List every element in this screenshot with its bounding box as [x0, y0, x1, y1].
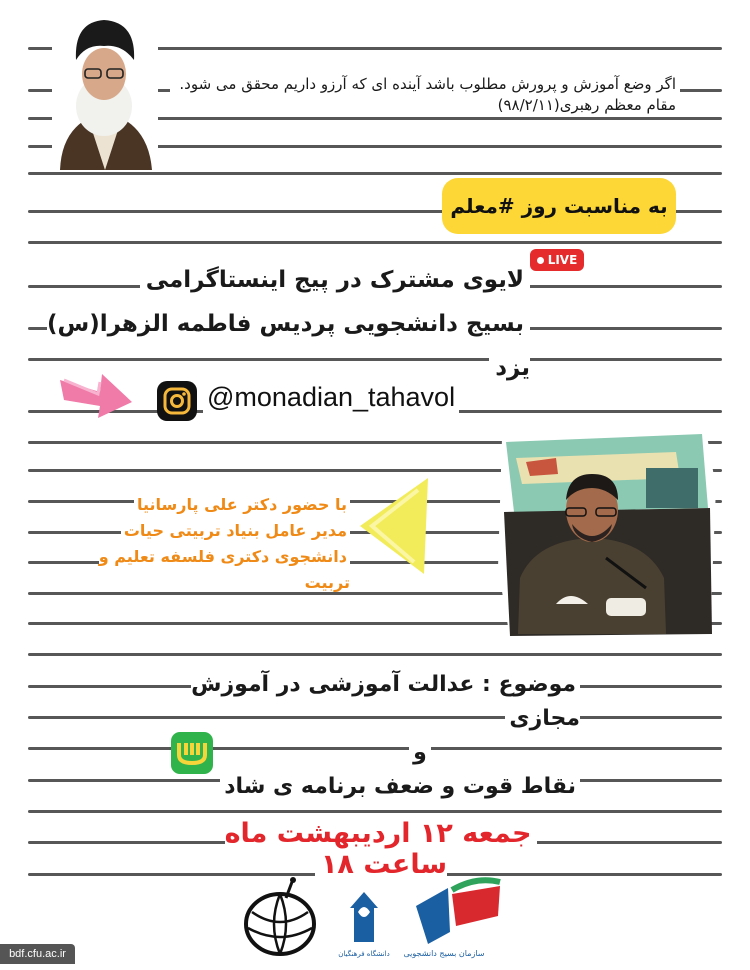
leader-quote: [170, 74, 680, 116]
topic-conjunction: و: [409, 740, 431, 765]
instagram-icon: [157, 381, 197, 421]
guest-degree: دانشجوی دکتری فلسفه تعلیم و تربیت: [98, 547, 350, 592]
occasion-tag: به مناسبت روز #معلم: [442, 178, 676, 234]
university-logo: [338, 892, 389, 958]
event-schedule: [186, 818, 576, 880]
basij-organization-logo: [404, 880, 500, 958]
shad-app-icon: [171, 732, 213, 774]
university-logo-text: دانشگاه فرهنگیان: [338, 950, 390, 958]
topic-line-1: موضوع : عدالت آموزشی در آموزش مجازی: [191, 672, 580, 731]
sponsor-logos: [238, 872, 518, 962]
guest-name: با حضور دکتر علی پارسانیا: [134, 495, 350, 514]
live-badge: [530, 249, 584, 271]
quote-attribution: مقام معظم رهبری(۹۸/۲/۱۱): [170, 95, 680, 116]
topic-line-2: نقاط قوت و ضعف برنامه ی شاد: [220, 774, 580, 799]
event-topic: [150, 668, 580, 804]
pink-arrow-decoration: [58, 368, 134, 422]
guest-info: [60, 492, 350, 596]
headline-line-2: بسیج دانشجویی پردیس فاطمه الزهرا(س) یزد: [46, 311, 530, 381]
site-watermark[interactable]: bdf.cfu.ac.ir: [0, 944, 75, 964]
schedule-text: جمعه ۱۲ اردیبهشت ماه ساعت ۱۸: [225, 818, 538, 880]
yellow-triangle-decoration: [358, 476, 430, 576]
guest-photo: [496, 428, 718, 640]
instagram-handle[interactable]: @monadian_tahavol: [203, 382, 459, 413]
guest-title: مدیر عامل بنیاد تربیتی حیات: [121, 521, 350, 540]
live-badge-label: LIVE: [547, 253, 578, 267]
globe-emblem-logo: [246, 877, 314, 954]
headline-line-1: لایوی مشترک در پیج اینستاگرامی: [140, 267, 530, 293]
live-dot-icon: [537, 257, 544, 264]
quote-text: اگر وضع آموزش و پرورش مطلوب باشد آینده ای که آرزو داریم محقق می شود.: [170, 74, 680, 95]
basij-logo-text: سازمان بسیج دانشجویی: [403, 949, 485, 958]
leader-portrait-image: [52, 10, 158, 170]
